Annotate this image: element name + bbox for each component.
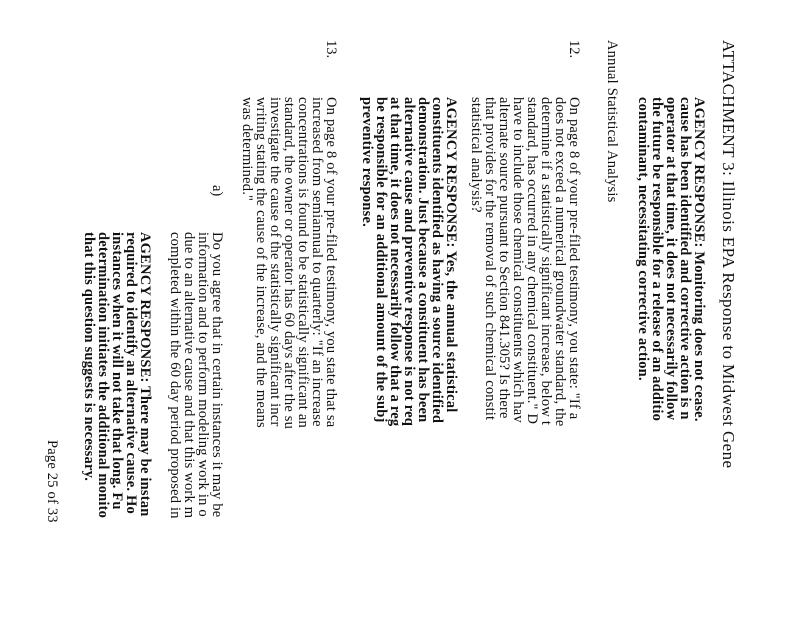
item-12-question-line: statistical analysis? <box>468 97 484 213</box>
block-a-line: operator at that time, it does not necessarily follow <box>663 97 679 421</box>
item-13a-question-line: due to an alternative cause and that this work m <box>181 232 197 519</box>
item-13-sub-a-label: a) <box>209 185 225 197</box>
item-12-question-line: does not exceed a numerical groundwater standard, the <box>552 97 568 427</box>
item-13a-response-line: AGENCY RESPONSE: There may be instan <box>137 232 153 517</box>
item-13a-response-line: instances when it will not take that long. Fu <box>109 232 125 510</box>
item-13-question-line: standard, the owner or operator has 60 days after the su <box>281 97 297 430</box>
item-12-question-line: have to include those chemical constituents which hav <box>510 97 526 423</box>
item-13-question-line: concentrations is found to be statistically significant an <box>295 97 311 428</box>
item-13a-question-line: Do you agree that in certain instances it may be <box>209 232 225 518</box>
page-number: Page 25 of 33 <box>44 440 60 523</box>
item-12-question-line: standard, has occurred in any chemical constituent." D <box>524 97 540 425</box>
block-a-line: the future be responsible for a release of an additio <box>649 97 665 422</box>
item-12-response-line: at that time, it does not necessarily follow that a reg <box>387 97 403 427</box>
item-13-question-line: investigate the cause of the statistically significant incr <box>267 97 283 427</box>
item-12-response-line: preventive response. <box>359 97 375 227</box>
item-13-question-line: was determined." <box>239 97 255 202</box>
attachment-title: ATTACHMENT 3: Illinois EPA Response to Midwest Gene <box>719 40 738 469</box>
item-12-question-line: On page 8 of your pre-filed testimony, you state: "If a <box>566 97 582 420</box>
item-12-question-line: alternate source pursuant to Section 841.305? Is there <box>496 97 512 419</box>
item-number-13: 13. <box>323 40 339 59</box>
item-13a-response-line: required to identify an alternative cause. Ho <box>123 232 139 514</box>
item-12-response-line: alternative cause and preventive response is not req <box>401 97 417 426</box>
item-13a-response-line: determination initiates the additional monito <box>95 232 111 519</box>
block-a-line: cause has been identified and corrective action is n <box>677 97 693 420</box>
item-13a-response-line: that this question suggests is necessary. <box>81 232 97 482</box>
block-a-line: contaminant, necessitating corrective action. <box>635 97 651 381</box>
item-12-response-line: constituents identified as having a source identified <box>429 97 445 424</box>
item-12-response-line: demonstration. Just because a constituent has been <box>415 97 431 423</box>
block-a-line: AGENCY RESPONSE: Monitoring does not cease. <box>691 97 707 422</box>
item-12-response-line: AGENCY RESPONSE: Yes, the annual statistical <box>443 97 459 413</box>
item-number-12: 12. <box>566 40 582 59</box>
item-13a-question-line: completed within the 60 day period proposed in <box>167 232 183 519</box>
item-13a-question-line: information and to perform modeling work in o <box>195 232 211 517</box>
item-13-question-line: writing stating the cause of the increase, and the means <box>253 97 269 428</box>
section-heading: Annual Statistical Analysis <box>604 40 620 203</box>
item-12-question-line: that provides for the removal of such chemical constit <box>482 97 498 421</box>
item-12-question-line: determine if a statistically significant increase, below t <box>538 97 554 426</box>
item-13-question-line: increased from semiannual to quarterly: "If an increase <box>309 97 325 427</box>
item-13-question-line: On page 8 of your pre-filed testimony, you state that sa <box>323 97 339 428</box>
item-12-response-line: be responsible for an additional amount of the subj <box>373 97 389 423</box>
